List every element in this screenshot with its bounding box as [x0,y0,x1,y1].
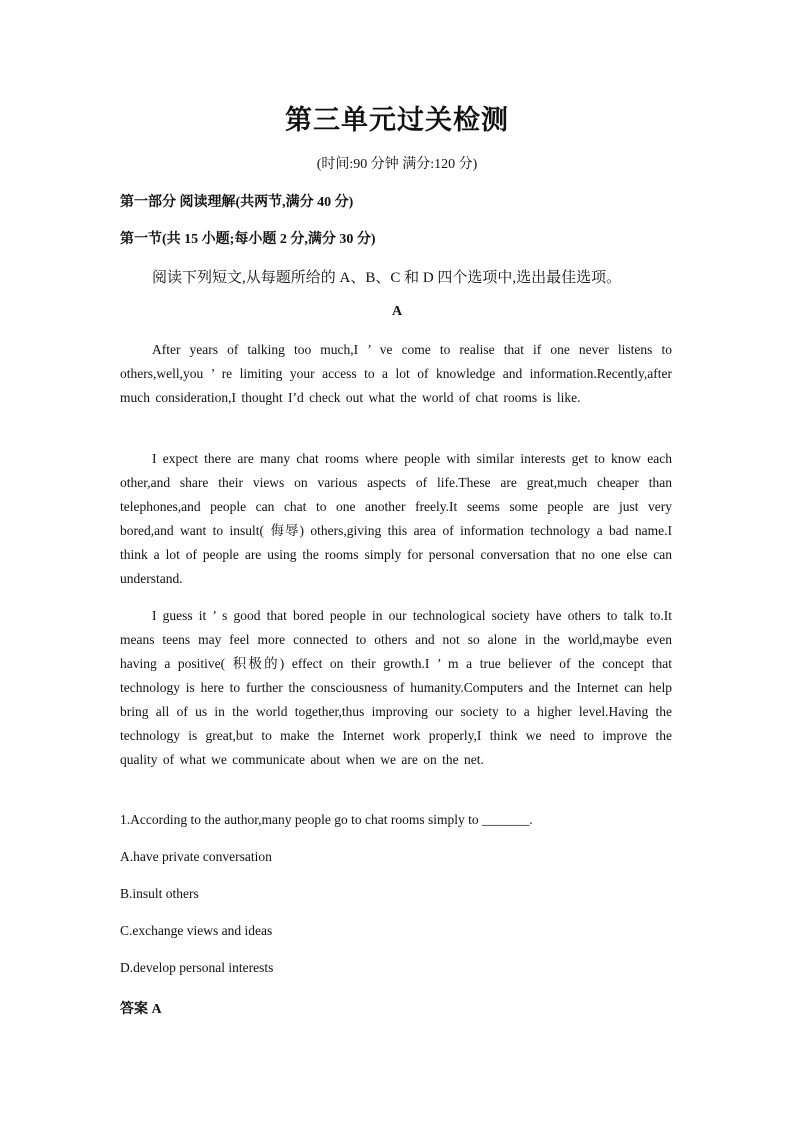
question-stem: 1.According to the author,many people go to chat rooms simply to _______. [120,812,533,827]
passage-paragraph-1: After years of talking too much,I ’ ve come to realise that if one never listens to others,well,you ’ re limiting your access to a lot of knowledge and information.Recently,after much consideration,I thought I’d check out what the world of chat rooms is like. [120,342,672,405]
passage-paragraph-2: I expect there are many chat rooms where people with similar interests get to know each other,and share their views on various aspects of life.These are great,much cheaper than telephones,and people can chat to one another freely.It seems some people are just very bored,and want to insult( 侮辱) others,giving this area of information technology a bad name.I think a lot of people are using the rooms simply for personal conversation that no one else can understand. [120,451,672,586]
subsection-heading: 第一节(共 15 小题;每小题 2 分,满分 30 分) [120,232,376,247]
time-and-score: (时间:90 分钟 满分:120 分) [316,157,478,172]
instruction-text: 阅读下列短文,从每题所给的 A、B、C 和 D 四个选项中,选出最佳选项。 [152,270,622,286]
page-title: 第三单元过关检测 [285,105,509,136]
passage-paragraph-3: I guess it ’ s good that bored people in our technological society have others to talk to.It means teens may feel more connected to others and not so alone in the world,maybe even having a positive( 积极的) effect on their growth.I ’ m a true believer of the concept that technology is here to further the consciousness of humanity.Computers and the Internet can help bring all of us in the world together,thus improving our society to a higher level.Having the technology is great,but to make the Internet work properly,I think we need to improve the quality of what we communicate about when we are on the net. [120,608,672,767]
option-d: D.develop personal interests [120,960,274,975]
option-b: B.insult others [120,886,199,901]
answer-key: 答案 A [120,1002,162,1017]
option-c: C.exchange views and ideas [120,923,273,938]
part-heading: 第一部分 阅读理解(共两节,满分 40 分) [120,195,354,210]
option-a: A.have private conversation [120,849,272,864]
passage-label: A [391,304,403,319]
